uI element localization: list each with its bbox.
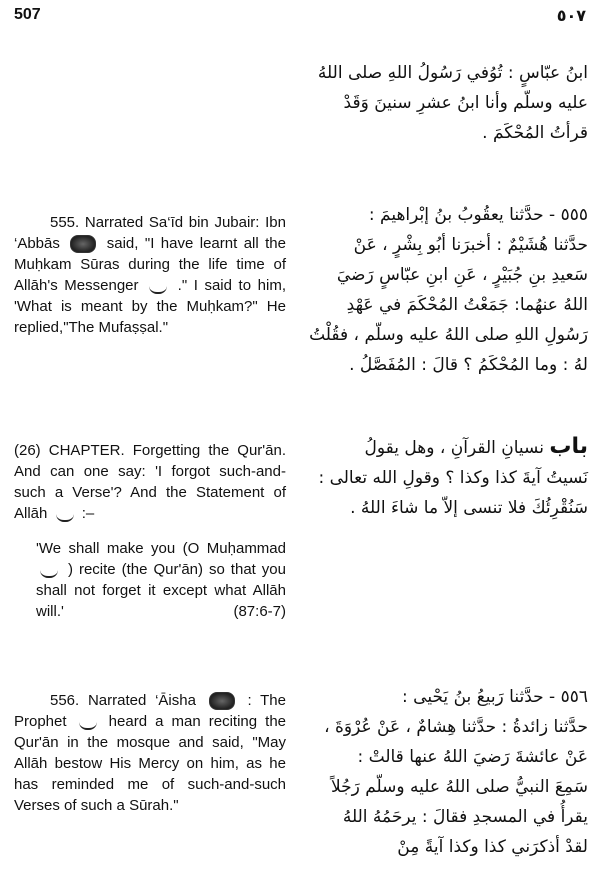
page-number-right: ٥٠٧: [556, 6, 586, 25]
sallallahu-alaihi-wasallam-icon: [40, 562, 58, 578]
arabic-line: رَسُولِ اللهِ صلى اللهُ عليه وسلّم ، فقُلْتُ: [309, 325, 588, 345]
sallallahu-alaihi-wasallam-icon: [149, 278, 167, 294]
arabic-line: قرأتُ المُحْكَمَ .: [482, 123, 588, 143]
bab-heading: باب: [549, 434, 588, 459]
arabic-line: ٥٥٥ - حدَّثنا يعقُوبُ بنُ إبْراهيمَ :: [368, 205, 588, 225]
arabic-line: ٥٥٦ - حدَّثنا رَبيعُ بنُ يَحْيى :: [402, 687, 588, 707]
arabic-line: نسيانِ القرآنِ ، وهل يقولُ: [364, 438, 544, 458]
jalla-jalaluhu-icon: [56, 506, 74, 522]
arabic-line: يقرأُ في المسجدِ فقالَ : يرحَمُهُ اللهُ: [342, 807, 588, 827]
radiallahu-anhu-icon: [70, 235, 96, 253]
arabic-line: لهُ : وما المُحْكَمُ ؟ قالَ : المُفَصَّلُ .: [349, 355, 588, 375]
hadith-556-english: [14, 690, 286, 816]
arabic-line: سَمِعَ النبيُّ صلى اللهُ عليه وسلّم رَجُلاً: [330, 777, 588, 797]
chapter-26-heading: (26) CHAPTER. Forgetting the Qur'ān. And can one say: 'I forgot such-and-such a Verse'? And the Statement of Allāh: [14, 442, 286, 522]
page-number-left: 507: [14, 6, 41, 23]
quote-text-b: ) recite (the Qur'ān) so that you shall not forget it except what Allāh will.': [36, 561, 286, 620]
quote-text-a: 'We shall make you (O Muḥammad: [36, 540, 286, 557]
chapter-26-english: [14, 440, 286, 622]
arabic-line: سَنُقْرِئُكَ فلا تنسى إلاّ ما شاءَ اللهُ .: [350, 498, 588, 518]
arabic-line: ابنُ عبّاسٍ : تُوُفي رَسُولُ اللهِ صلى اللهُ: [317, 63, 588, 83]
arabic-line: عليه وسلّم وأنا ابنُ عشرِ سنينَ وَقَدْ: [343, 93, 588, 113]
arabic-line: عَنْ عائشةَ رَضيَ اللهُ عنها قالتْ :: [357, 747, 588, 767]
hadith-556-text-b: : The Prophet: [14, 692, 286, 730]
quote-reference: (87:6-7): [233, 603, 286, 620]
hadith-555-text-a: 555. Narrated Sa‘īd bin Jubair: Ibn ‘Abbās: [14, 214, 286, 252]
hadith-556-text-a: 556. Narrated ‘Āisha: [50, 692, 196, 709]
hadith-555-arabic: [300, 200, 588, 380]
arabic-intro: [300, 58, 588, 148]
arabic-line: حدَّثنا هُشَيْمٌ : أخبرَنا أبُو بِشْرٍ ، عَنْ: [353, 235, 588, 255]
arabic-line: حدَّثنا زائدةُ : حدَّثنا هِشامٌ ، عَنْ عُرْوَةَ ،: [324, 717, 588, 737]
arabic-line: سَعيدِ بنِ جُبَيْرٍ ، عَنِ ابنِ عبّاسٍ رَضيَ: [336, 265, 588, 285]
radiallahu-anha-icon: [209, 692, 235, 710]
hadith-555-text-c: ." I said to him, 'What is meant by the Muḥkam?" He replied,"The Mufaṣṣal.": [14, 277, 286, 336]
hadith-555-english: [14, 212, 286, 338]
hadith-556-arabic: [300, 682, 588, 862]
sallallahu-alaihi-wasallam-icon: [79, 714, 97, 730]
quran-quote: [14, 538, 286, 622]
arabic-line: نَسيتُ آيةَ كذا وكذا ؟ وقولِ الله تعالى :: [318, 468, 588, 488]
chapter-26-arabic: [300, 432, 588, 523]
hadith-555-text-b: said, "I have learnt all the Muḥkam Sūras during the life time of Allāh's Messenger: [14, 235, 286, 294]
arabic-line: لقدْ أذكرَني كذا وكذا آيةً مِنْ: [397, 837, 588, 857]
arabic-line: اللهُ عنهُما: جَمَعْتُ المُحْكَمَ في عَهْدِ: [346, 295, 588, 315]
hadith-556-text-c: heard a man reciting the Qur'ān in the mosque and said, "May Allāh bestow His Mercy on him, as he has reminded me of such-and-such Verses of such a Sūrah.": [14, 713, 286, 814]
chapter-26-heading-end: :–: [81, 505, 95, 522]
